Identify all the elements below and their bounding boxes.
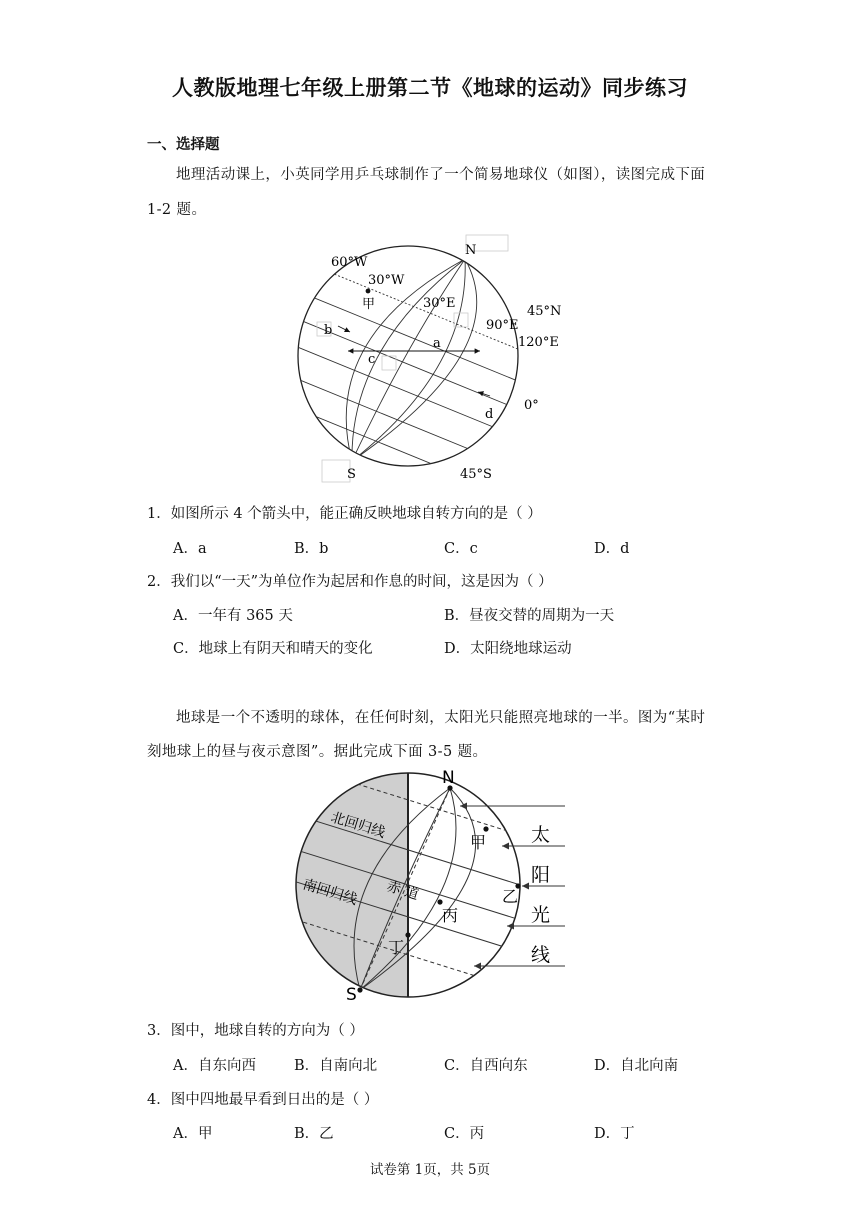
q2-option-a[interactable]: A．一年有 365 天 (173, 608, 293, 624)
label-a: a (433, 336, 441, 351)
label-yi: 乙 (502, 887, 519, 906)
question-3: 3．图中，地球自转的方向为（ ） (147, 1023, 364, 1039)
question-4: 4．图中四地最早看到日出的是（ ） (147, 1092, 379, 1108)
label-30w: 30°W (368, 273, 405, 288)
question-2: 2．我们以“一天”为单位作为起居和作息的时间，这是因为（ ） (147, 574, 553, 590)
point-bing (437, 899, 442, 904)
label-c: c (368, 352, 376, 367)
label-sun-4: 线 (531, 944, 551, 966)
label-b: b (324, 323, 333, 338)
point-s (357, 987, 362, 992)
q4-option-c[interactable]: C．丙 (444, 1126, 485, 1142)
label-90e: 90°E (486, 318, 519, 333)
label-bing: 丙 (442, 906, 459, 925)
parallel-line (290, 406, 530, 488)
label-sun-3: 光 (531, 904, 551, 926)
q3-option-b[interactable]: B．自南向北 (294, 1058, 378, 1074)
q3-option-c[interactable]: C．自西向东 (444, 1058, 528, 1074)
q3-option-a[interactable]: A．自东向西 (173, 1058, 256, 1074)
q4-option-d[interactable]: D．丁 (594, 1126, 635, 1142)
point-jia (483, 826, 488, 831)
label-ding: 丁 (388, 938, 405, 957)
q4-option-b[interactable]: B．乙 (294, 1126, 334, 1142)
section-heading: 一、选择题 (147, 137, 220, 153)
q1-option-d[interactable]: D．d (594, 541, 630, 557)
label-45s: 45°S (460, 467, 492, 482)
label-tropic-north: 北回归线 (328, 809, 388, 842)
label-tropic-south: 南回归线 (300, 876, 360, 909)
parallel-line (290, 256, 530, 354)
page-footer: 试卷第 1页，共 5页 (369, 1162, 491, 1178)
question-1: 1．如图所示 4 个箭头中，能正确反映地球自转方向的是（ ） (147, 506, 542, 522)
label-60w: 60°W (331, 255, 368, 270)
globe-outline (298, 246, 518, 466)
intro2-line2: 刻地球上的昼与夜示意图”。据此完成下面 3-5 题。 (147, 744, 488, 760)
q4-option-a[interactable]: A．甲 (173, 1126, 213, 1142)
label-d: d (485, 407, 494, 422)
parallel-line (290, 344, 530, 442)
label-equator: 赤 道 (384, 878, 421, 904)
q2-option-c[interactable]: C．地球上有阴天和晴天的变化 (173, 641, 373, 657)
q2-option-b[interactable]: B．昼夜交替的周期为一天 (444, 608, 615, 624)
globe-figure-1 (290, 228, 590, 488)
q1-option-c[interactable]: C．c (444, 541, 478, 557)
label-sun-2: 阳 (531, 864, 551, 886)
label-equator: 0° (524, 398, 539, 413)
q1-option-b[interactable]: B．b (294, 541, 329, 557)
label-45n: 45°N (527, 304, 562, 319)
q1-option-a[interactable]: A．a (173, 541, 207, 557)
meridian-line (346, 259, 465, 461)
page-title: 人教版地理七年级上册第二节《地球的运动》同步练习 (172, 76, 688, 100)
label-120e: 120°E (518, 335, 559, 350)
label-sun-1: 太 (531, 824, 551, 846)
intro1-line1: 地理活动课上，小英同学用乒乓球制作了一个简易地球仪（如图），读图完成下面 (176, 167, 706, 183)
intro1-line2: 1-2 题。 (147, 202, 207, 218)
q3-option-d[interactable]: D．自北向南 (594, 1058, 679, 1074)
arrow-b (338, 326, 350, 332)
point-jia (366, 289, 371, 294)
label-jia: 甲 (470, 833, 487, 852)
point-ding (405, 932, 410, 937)
label-30e: 30°E (423, 296, 456, 311)
label-jia: 甲 (362, 297, 376, 312)
q2-option-d[interactable]: D．太阳绕地球运动 (444, 641, 572, 657)
intro2-line1: 地球是一个不透明的球体，在任何时刻，太阳光只能照亮地球的一半。图为“某时 (176, 710, 706, 726)
label-n: N (465, 243, 477, 258)
globe-figure-2 (290, 768, 580, 1008)
label-s: S (346, 985, 357, 1005)
label-s: S (347, 467, 356, 482)
label-n: N (442, 768, 455, 788)
